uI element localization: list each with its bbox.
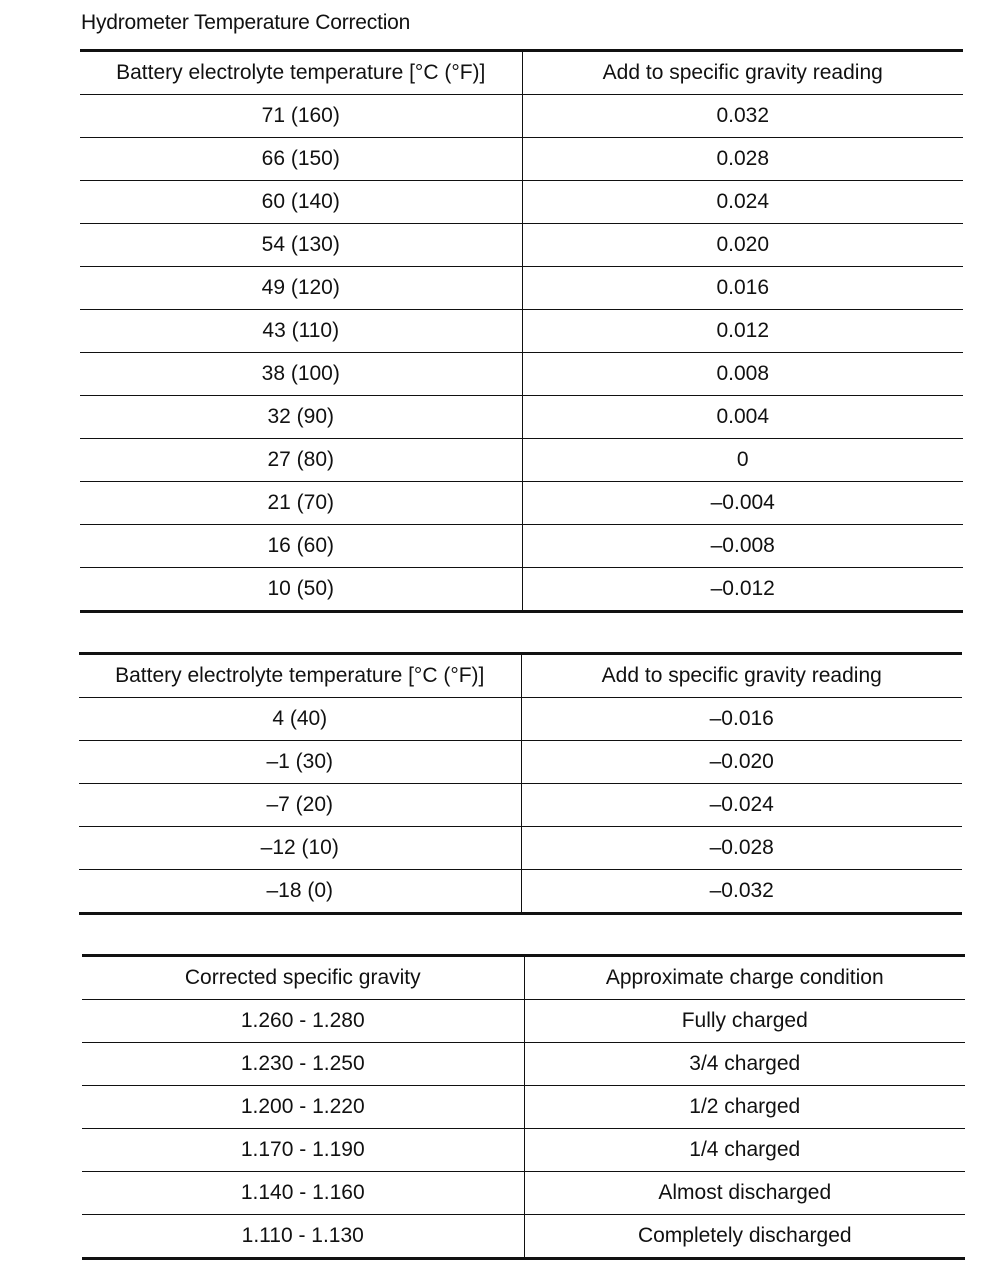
table-row	[82, 1000, 965, 1043]
table-row	[80, 310, 963, 353]
temperature-cell: 38 (100)	[80, 353, 522, 396]
table-row	[79, 741, 962, 784]
column-header-temperature: Battery electrolyte temperature [°C (°F)]	[79, 654, 521, 698]
table-row	[79, 698, 962, 741]
correction-cell: 0.020	[522, 224, 963, 267]
column-header-charge-condition: Approximate charge condition	[524, 956, 965, 1000]
charge-condition-table	[82, 954, 965, 1260]
charge-condition-cell: Fully charged	[524, 1000, 965, 1043]
table-row	[82, 1215, 965, 1259]
table-header-row	[80, 51, 963, 95]
temperature-cell: 21 (70)	[80, 482, 522, 525]
correction-cell: –0.028	[521, 827, 962, 870]
correction-cell: –0.012	[522, 568, 963, 612]
table-row	[79, 870, 962, 914]
temperature-cell: –1 (30)	[79, 741, 521, 784]
table-row	[80, 181, 963, 224]
temperature-cell: 71 (160)	[80, 95, 522, 138]
table-row	[80, 568, 963, 612]
charge-condition-cell: 3/4 charged	[524, 1043, 965, 1086]
table-row	[80, 267, 963, 310]
charge-condition-cell: Almost discharged	[524, 1172, 965, 1215]
column-header-correction: Add to specific gravity reading	[521, 654, 962, 698]
temperature-correction-table-high	[80, 49, 963, 613]
table-row	[79, 827, 962, 870]
temperature-cell: 10 (50)	[80, 568, 522, 612]
correction-cell: 0.012	[522, 310, 963, 353]
table-row	[80, 138, 963, 181]
temperature-cell: 32 (90)	[80, 396, 522, 439]
correction-cell: 0	[522, 439, 963, 482]
table-row	[80, 439, 963, 482]
specific-gravity-cell: 1.170 - 1.190	[82, 1129, 524, 1172]
correction-cell: –0.020	[521, 741, 962, 784]
temperature-cell: 27 (80)	[80, 439, 522, 482]
table-row	[80, 482, 963, 525]
correction-cell: 0.032	[522, 95, 963, 138]
specific-gravity-cell: 1.110 - 1.130	[82, 1215, 524, 1259]
table-row	[80, 95, 963, 138]
temperature-cell: 60 (140)	[80, 181, 522, 224]
column-header-specific-gravity: Corrected specific gravity	[82, 956, 524, 1000]
correction-cell: 0.028	[522, 138, 963, 181]
correction-cell: –0.004	[522, 482, 963, 525]
table-row	[82, 1172, 965, 1215]
table-row	[80, 396, 963, 439]
temperature-cell: –12 (10)	[79, 827, 521, 870]
specific-gravity-cell: 1.200 - 1.220	[82, 1086, 524, 1129]
table-row	[79, 784, 962, 827]
correction-cell: –0.016	[521, 698, 962, 741]
temperature-cell: –7 (20)	[79, 784, 521, 827]
table-header-row	[82, 956, 965, 1000]
charge-condition-cell: Completely discharged	[524, 1215, 965, 1259]
temperature-cell: 49 (120)	[80, 267, 522, 310]
correction-cell: 0.024	[522, 181, 963, 224]
table-row	[80, 353, 963, 396]
correction-cell: 0.008	[522, 353, 963, 396]
correction-cell: 0.004	[522, 396, 963, 439]
temperature-cell: 16 (60)	[80, 525, 522, 568]
page-title: Hydrometer Temperature Correction	[81, 11, 411, 34]
temperature-correction-table-low	[79, 652, 962, 915]
correction-cell: –0.032	[521, 870, 962, 914]
column-header-correction: Add to specific gravity reading	[522, 51, 963, 95]
specific-gravity-cell: 1.260 - 1.280	[82, 1000, 524, 1043]
temperature-cell: 4 (40)	[79, 698, 521, 741]
temperature-cell: 66 (150)	[80, 138, 522, 181]
specific-gravity-cell: 1.140 - 1.160	[82, 1172, 524, 1215]
temperature-cell: –18 (0)	[79, 870, 521, 914]
table-header-row	[79, 654, 962, 698]
column-header-temperature: Battery electrolyte temperature [°C (°F)]	[80, 51, 522, 95]
correction-cell: –0.024	[521, 784, 962, 827]
specific-gravity-cell: 1.230 - 1.250	[82, 1043, 524, 1086]
charge-condition-cell: 1/4 charged	[524, 1129, 965, 1172]
table-row	[80, 525, 963, 568]
table-row	[82, 1043, 965, 1086]
temperature-cell: 54 (130)	[80, 224, 522, 267]
table-row	[80, 224, 963, 267]
charge-condition-cell: 1/2 charged	[524, 1086, 965, 1129]
correction-cell: 0.016	[522, 267, 963, 310]
table-row	[82, 1086, 965, 1129]
correction-cell: –0.008	[522, 525, 963, 568]
table-row	[82, 1129, 965, 1172]
temperature-cell: 43 (110)	[80, 310, 522, 353]
